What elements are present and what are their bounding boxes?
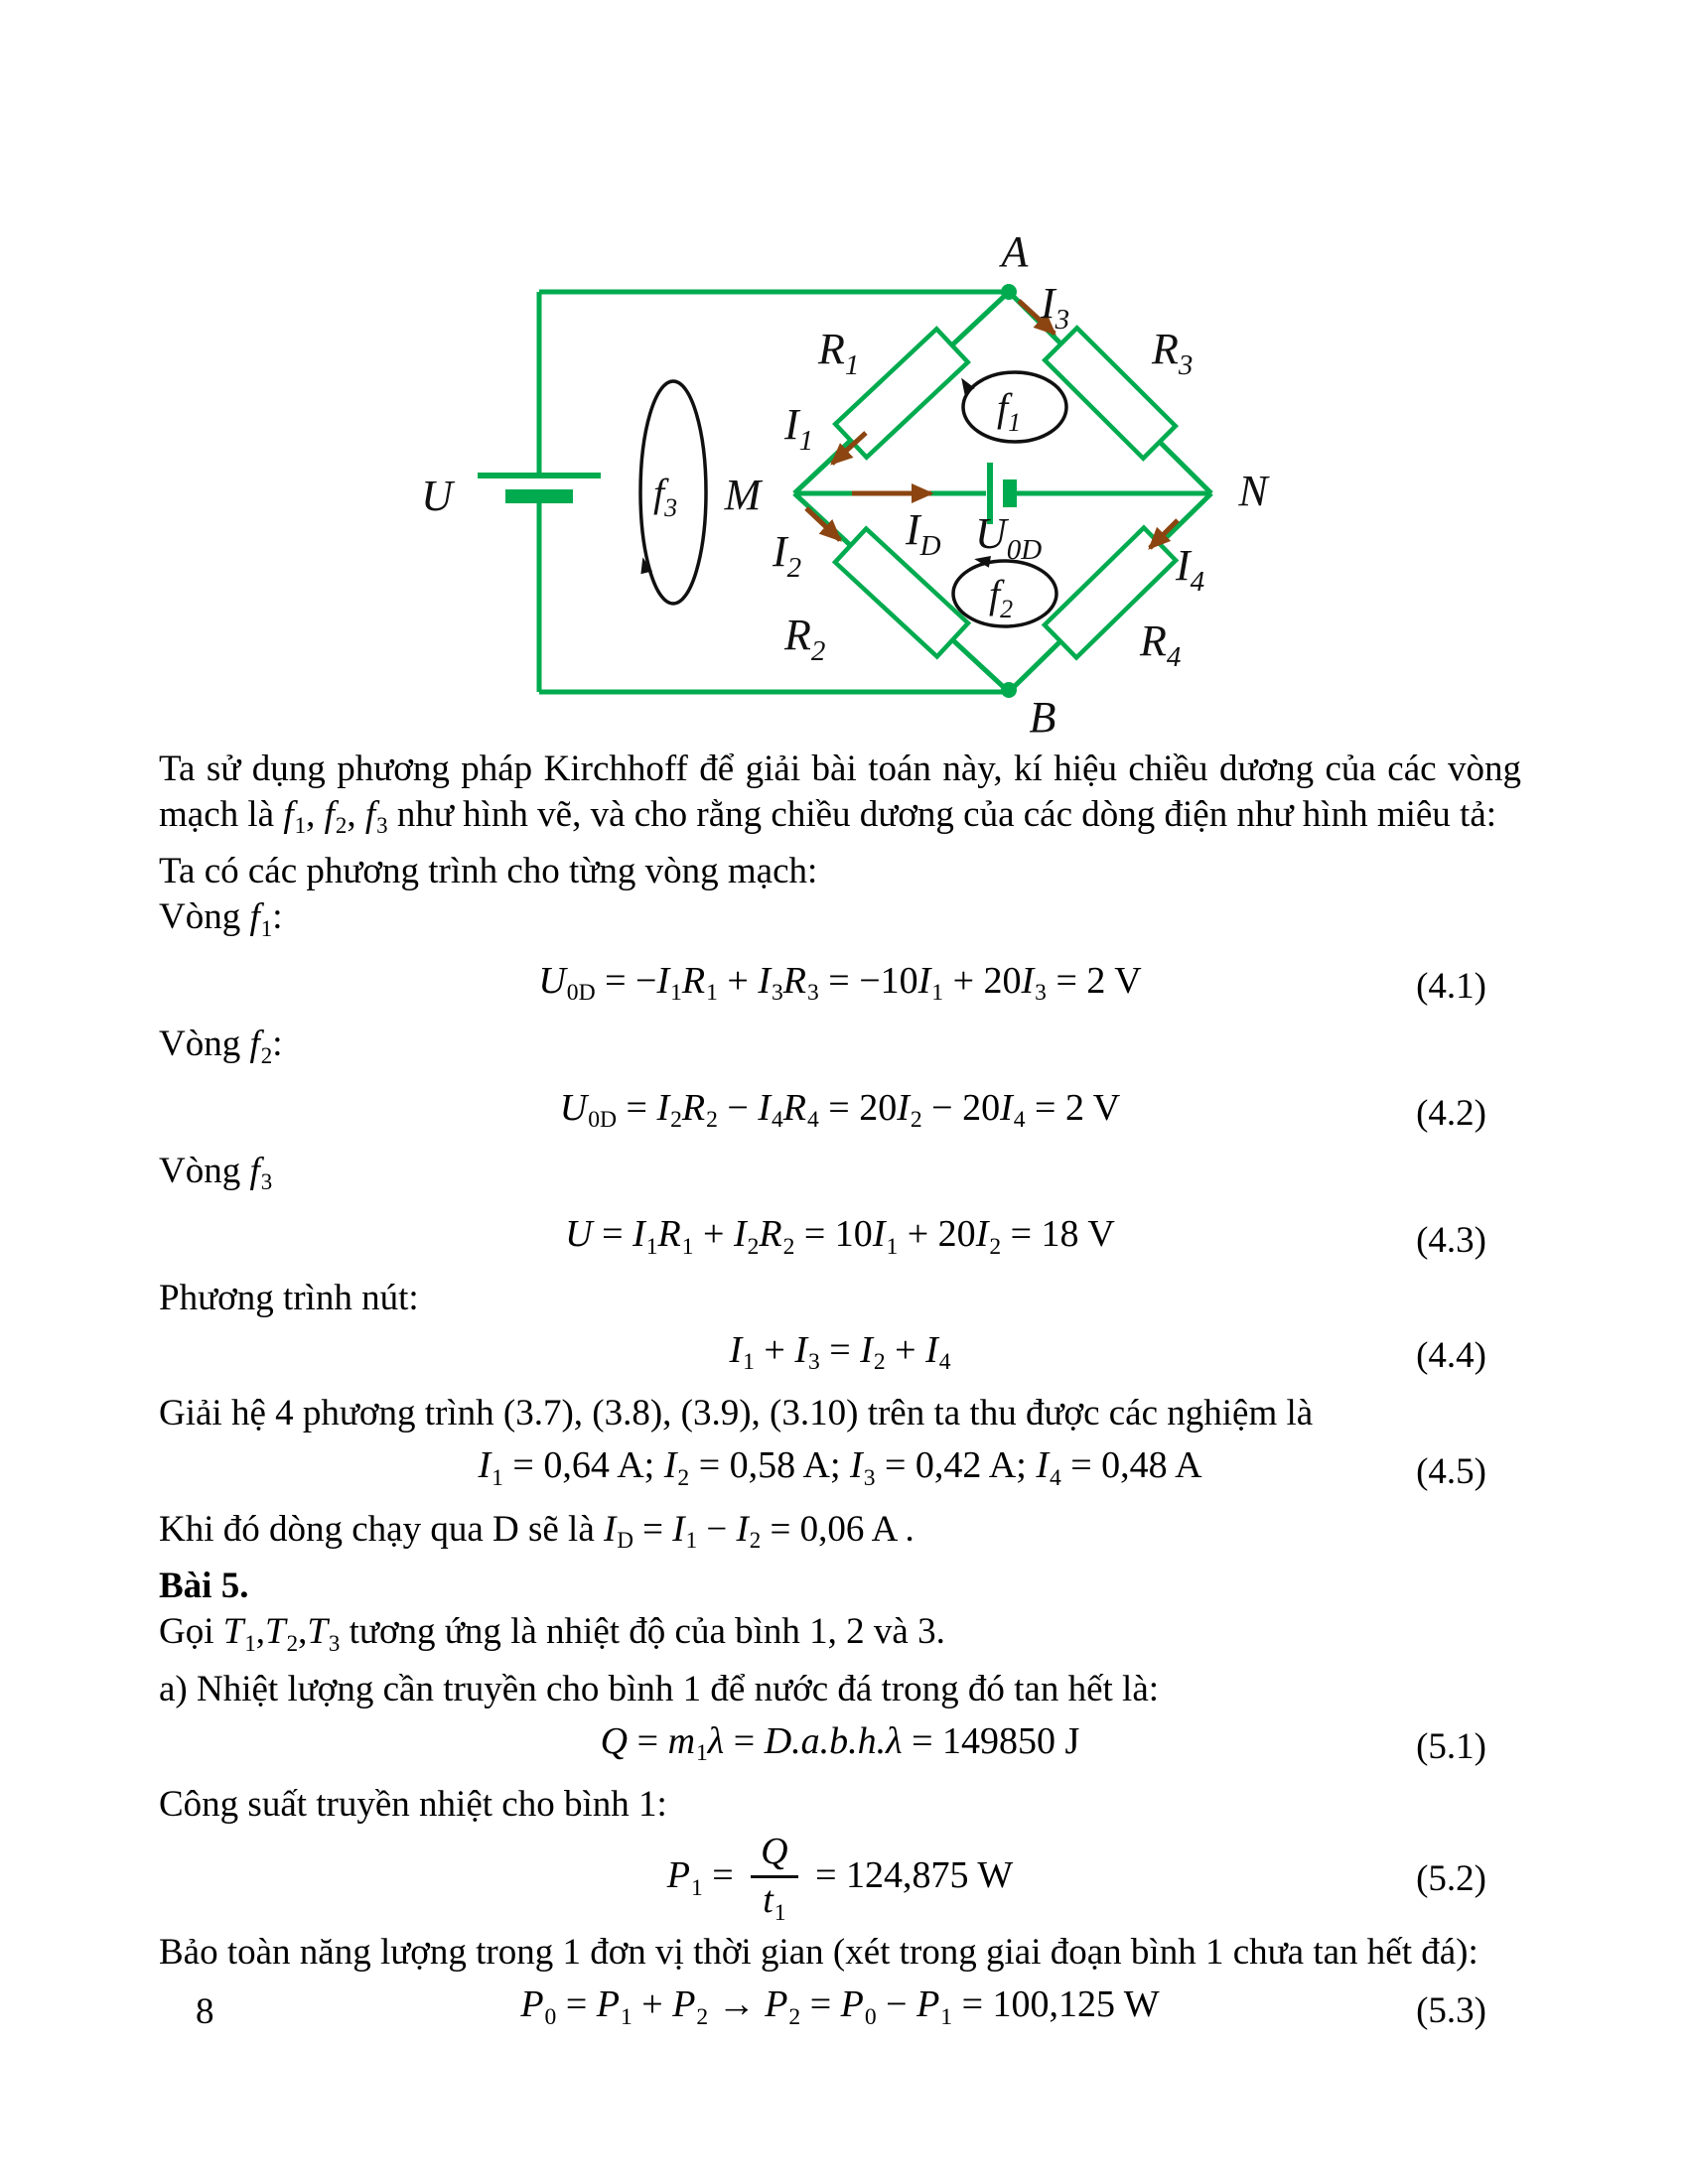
math-var: λ (707, 1719, 725, 1762)
math-var: $I_2$ (975, 1213, 1002, 1260)
equation-number: (4.5) (1416, 1450, 1486, 1492)
text-line (159, 1022, 1521, 1078)
text-run: , (298, 1611, 308, 1653)
line-body (159, 1508, 914, 1554)
math-var: $I_3$ (1021, 959, 1047, 1007)
current-i2-label: $I_2$ (773, 527, 802, 584)
text-run: = (633, 1508, 673, 1550)
math-var: $I_1$ (872, 1213, 899, 1260)
line-body (159, 1278, 419, 1318)
math-var: $U_{0D}$ (559, 1086, 618, 1134)
battery-u (478, 476, 601, 496)
content-area (159, 747, 1521, 2046)
current-arrow-i4 (1150, 520, 1178, 548)
line-body (159, 749, 1521, 839)
text-run: = 0,48 A (1060, 1444, 1202, 1487)
text-run: + (632, 1983, 673, 2026)
line-body (159, 896, 283, 941)
math-var: $P_1$ (596, 1983, 633, 2030)
text-line (159, 1930, 1521, 1976)
current-i3-label: $I_3$ (1041, 279, 1070, 336)
equation-line (159, 1833, 1521, 1925)
line-body (538, 959, 1142, 1007)
text-run: Khi đó dòng chạy qua D sẽ là (159, 1508, 605, 1550)
text-run: → (708, 1983, 766, 2026)
math-var: $f_3$ (364, 794, 388, 839)
equation-line (159, 1210, 1521, 1271)
math-var: $I_2$ (733, 1213, 760, 1260)
text-run: − (876, 1983, 917, 2026)
equation-line (159, 1441, 1521, 1502)
text-run: , (255, 1611, 266, 1653)
math-var: Q (761, 1831, 788, 1873)
text-run: = 18 V (1001, 1213, 1115, 1256)
text-run: = 100,125 W (952, 1983, 1160, 2026)
text-run: = 2 V (1025, 1086, 1121, 1129)
line-body (559, 1086, 1121, 1134)
equation-number: (5.2) (1416, 1857, 1486, 1899)
current-id-label: $I_D$ (906, 505, 941, 562)
text-run: − (717, 1086, 759, 1129)
math-var: $f_1$ (283, 794, 307, 839)
math-var: $I_3$ (758, 959, 783, 1007)
text-run: = −10 (818, 959, 918, 1002)
text-run: + (754, 1328, 795, 1371)
text-run: tương ứng là nhiệt độ của bình 1, 2 và 3. (340, 1611, 945, 1653)
line-body (729, 1328, 951, 1376)
text-run: = 20 (818, 1086, 898, 1129)
math-var: $I_1$ (478, 1444, 503, 1491)
math-var: $P_2$ (765, 1983, 801, 2030)
text-run: = 0,06 A . (761, 1508, 914, 1550)
text-run: Vòng (159, 1151, 250, 1192)
text-run: = 124,875 W (805, 1854, 1014, 1897)
loop-f1-arrow-icon (956, 374, 975, 394)
math-var: $I_2$ (897, 1086, 922, 1134)
text-run: = (617, 1086, 657, 1129)
math-var: $I_1$ (729, 1328, 755, 1376)
text-line (159, 1507, 1521, 1564)
math-var: $m_1$ (667, 1719, 708, 1767)
text-run: Vòng (159, 1024, 250, 1065)
math-var: $I_1$ (917, 959, 944, 1007)
line-body (159, 1393, 1313, 1433)
node-a-label: A (1001, 227, 1029, 276)
text-run: + 20 (898, 1213, 976, 1256)
equation-number: (4.2) (1416, 1092, 1486, 1134)
text-line (159, 894, 1521, 951)
math-var: $R_4$ (782, 1086, 819, 1134)
text-run: − (697, 1508, 737, 1550)
text-line (159, 1782, 1521, 1828)
line-body (159, 1611, 945, 1656)
node-a-dot (1001, 284, 1017, 300)
math-var: $T_2$ (265, 1611, 299, 1656)
math-var: $I_1$ (672, 1508, 698, 1554)
equation-line (159, 1326, 1521, 1387)
math-var: U (565, 1213, 593, 1256)
math-var: $R_2$ (759, 1213, 795, 1260)
text-run: + (693, 1213, 734, 1256)
math-var: Q (600, 1719, 629, 1762)
text-run: Công suất truyền nhiệt cho bình 1: (159, 1784, 667, 1826)
text-run: = (724, 1719, 765, 1762)
equation-number: (4.4) (1416, 1335, 1486, 1377)
text-run: : (272, 1024, 283, 1065)
text-line (159, 1609, 1521, 1666)
text-run: = (819, 1328, 861, 1371)
equation-number: (4.3) (1416, 1219, 1486, 1261)
loop-f2-label: $f_2$ (989, 572, 1014, 623)
math-var: $I_2$ (736, 1508, 762, 1554)
loop-f3-label: $f_3$ (653, 471, 678, 522)
math-var: $I_D$ (604, 1508, 633, 1554)
math-var: $R_1$ (681, 959, 718, 1007)
equation-number: (5.1) (1416, 1725, 1486, 1767)
text-run: = 0,64 A; (502, 1444, 664, 1487)
line-body (565, 1213, 1115, 1260)
circuit-diagram (0, 0, 1688, 784)
text-run: + (885, 1328, 926, 1371)
node-n-label: N (1238, 467, 1268, 515)
line-body (159, 1932, 1478, 1973)
text-run: = (702, 1854, 744, 1897)
text-run: = 0,42 A; (875, 1444, 1037, 1487)
text-run: : (272, 896, 283, 938)
page-number: 8 (196, 1991, 214, 2032)
resistor-r1 (835, 329, 968, 457)
text-line (159, 1149, 1521, 1205)
resistor-r2-label: $R_2$ (784, 611, 826, 667)
text-line (159, 747, 1521, 849)
resistor-r3-label: $R_3$ (1152, 325, 1194, 381)
equation-line (159, 957, 1521, 1018)
math-var: $I_4$ (925, 1328, 951, 1376)
math-var: $R_1$ (657, 1213, 694, 1260)
text-run: = (800, 1983, 841, 2026)
math-var: $f_3$ (249, 1151, 273, 1195)
math-var: $I_2$ (860, 1328, 886, 1376)
text-run: + (717, 959, 759, 1002)
equation-line (159, 1084, 1521, 1145)
line-body (159, 851, 817, 891)
text-run: = − (595, 959, 657, 1002)
math-var: $I_2$ (663, 1444, 690, 1491)
math-var: $T_3$ (307, 1611, 341, 1656)
line-body (600, 1719, 1080, 1767)
math-var: $U_{0D}$ (538, 959, 596, 1007)
text-run: như hình vẽ, và cho rằng chiều dương của các dòng điện như hình miêu tả: (387, 794, 1497, 835)
math-var: $P_0$ (840, 1983, 877, 2030)
node-b-dot (1001, 682, 1017, 698)
equation-number: (5.3) (1416, 1989, 1486, 2031)
line-body (159, 1784, 667, 1825)
math-var: $I_3$ (850, 1444, 876, 1491)
line-body (159, 1669, 1159, 1709)
text-run: Vòng (159, 896, 250, 938)
resistor-r4-label: $R_4$ (1140, 616, 1182, 673)
equation-number: (4.1) (1416, 965, 1486, 1007)
text-run: = 2 V (1046, 959, 1142, 1002)
math-var: $I_1$ (656, 959, 682, 1007)
equation-line (159, 1717, 1521, 1778)
bridge-source-u0d-label: $U_{0D}$ (975, 509, 1043, 566)
line-body (159, 1151, 273, 1195)
math-var: D.a.b.h.λ (764, 1719, 903, 1762)
text-run: = 149850 J (902, 1719, 1080, 1762)
math-var: $I_2$ (656, 1086, 682, 1134)
resistor-r2 (835, 529, 968, 657)
line-body (478, 1444, 1202, 1491)
math-var: $I_4$ (1036, 1444, 1061, 1491)
math-var: $t_1$ (763, 1879, 786, 1926)
text-run: Ta có các phương trình cho từng vòng mạch: (159, 851, 818, 892)
text-run: − 20 (921, 1086, 1001, 1129)
node-m-label: M (724, 471, 762, 519)
text-run: + 20 (943, 959, 1022, 1002)
text-run: = 0,58 A; (689, 1444, 851, 1487)
text-run: Phương trình nút: (159, 1277, 419, 1318)
line-body (159, 1566, 248, 1606)
text-run: Ta sử dụng phương pháp Kirchhoff để giải bài toán này, kí hiệu chiều dương của các vòng mạch là (159, 749, 1521, 835)
loop-f1-label: $f_1$ (997, 385, 1022, 437)
math-var: $P_2$ (672, 1983, 709, 2030)
math-var: $I_4$ (758, 1086, 783, 1134)
section-heading (159, 1564, 1521, 1609)
text-run: Giải hệ 4 phương trình (3.7), (3.8), (3.9), (3.10) trên ta thu được các nghiệm là (159, 1393, 1314, 1434)
text-run: = (628, 1719, 668, 1762)
math-var: $P_1$ (916, 1983, 953, 2030)
text-run: Gọi (159, 1611, 223, 1653)
text-run: = 10 (794, 1213, 873, 1256)
current-i1-label: $I_1$ (784, 400, 814, 457)
fraction (751, 1833, 797, 1925)
math-var: $P_0$ (520, 1983, 557, 2030)
math-var: $P_1$ (666, 1854, 703, 1901)
line-body (520, 1983, 1160, 2030)
text-run: = (556, 1983, 597, 2026)
text-line (159, 1667, 1521, 1712)
text-run: Bài 5. (159, 1566, 249, 1607)
math-var: $f_2$ (249, 1024, 273, 1068)
text-line (159, 1276, 1521, 1321)
current-arrow-i2 (806, 508, 840, 540)
text-run: , (306, 794, 325, 835)
math-var: $I_4$ (1000, 1086, 1026, 1134)
math-var: $f_2$ (324, 794, 348, 839)
line-body (666, 1831, 1014, 1926)
line-body (159, 1024, 283, 1068)
text-run: , (347, 794, 365, 835)
text-run: = (592, 1213, 633, 1256)
text-line (159, 1391, 1521, 1436)
math-var: $R_2$ (681, 1086, 718, 1134)
math-var: $T_1$ (222, 1611, 256, 1656)
node-b-label: B (1029, 693, 1056, 742)
math-var: $f_1$ (249, 896, 273, 941)
text-run: a) Nhiệt lượng cần truyền cho bình 1 để nước đá trong đó tan hết là: (159, 1668, 1160, 1709)
text-run: Bảo toàn năng lượng trong 1 đơn vị thời gian (xét trong giai đoạn bình 1 chưa tan hết đá): (159, 1932, 1478, 1974)
resistor-r1-label: $R_1$ (818, 325, 860, 381)
math-var: $I_3$ (794, 1328, 820, 1376)
equation-line (159, 1980, 1521, 2041)
current-i4-label: $I_4$ (1176, 541, 1205, 598)
text-line (159, 849, 1521, 894)
math-var: $I_1$ (633, 1213, 658, 1260)
math-var: $R_3$ (782, 959, 819, 1007)
source-u-label: U (421, 472, 453, 520)
